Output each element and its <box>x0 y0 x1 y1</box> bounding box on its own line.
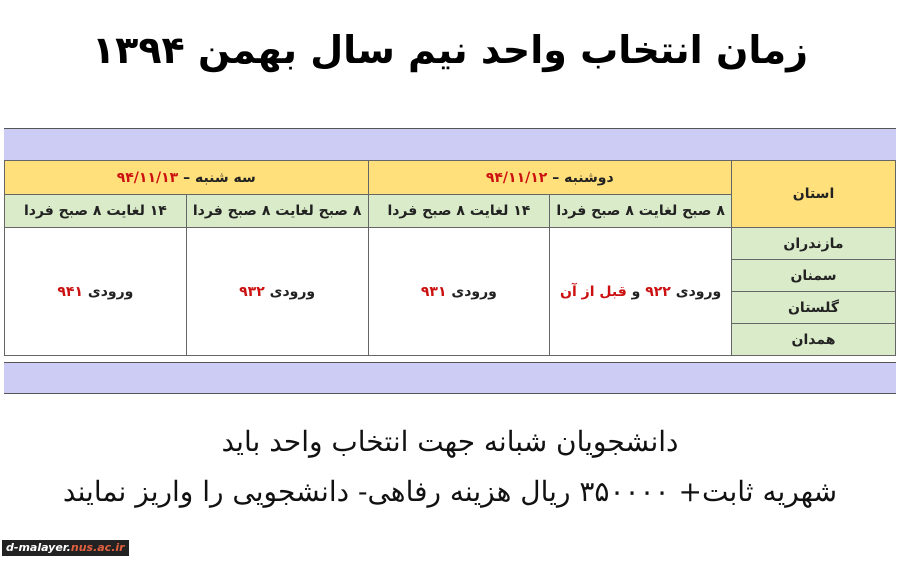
entry-connector: و <box>631 283 641 300</box>
note-line-1: دانشجویان شبانه جهت انتخاب واحد باید <box>221 425 679 458</box>
day-label: دوشنبه <box>564 169 614 186</box>
badge-site: nus.ac.ir <box>70 541 125 554</box>
schedule-table <box>4 160 896 356</box>
day-date: ۹۴/۱۱/۱۳ <box>116 169 179 186</box>
slot-header: ۸ صبح لغایت ۸ صبح فردا <box>550 195 732 228</box>
day-date: ۹۴/۱۱/۱۲ <box>485 169 548 186</box>
site-badge[interactable] <box>2 540 129 556</box>
entry-suffix: قبل از آن <box>560 283 627 300</box>
note-line-2: شهریه ثابت+ ۳۵۰۰۰۰ ریال هزینه رفاهی- دانشجویی را واریز نمایند <box>62 475 838 508</box>
entry-value: ۹۳۱ <box>420 283 447 300</box>
entry-value: ۹۳۲ <box>239 283 265 300</box>
day-label: سه شنبه <box>194 169 256 186</box>
day-header-tuesday: سه شنبه – ۹۴/۱۱/۱۳ <box>5 161 369 195</box>
bottom-band <box>4 362 896 394</box>
entry-cell <box>550 228 732 356</box>
slot-header: ۱۴ لغایت ۸ صبح فردا <box>5 195 187 228</box>
entry-cell <box>368 228 550 356</box>
province-cell: گلستان <box>732 292 896 324</box>
page-title: زمان انتخاب واحد نیم سال بهمن ۱۳۹۴ <box>91 28 809 72</box>
entry-cell <box>5 228 187 356</box>
province-header: استان <box>732 161 896 228</box>
province-cell: سمنان <box>732 260 896 292</box>
entry-value: ۹۴۱ <box>57 283 84 300</box>
badge-prefix: d-malayer. <box>6 541 71 554</box>
entry-prefix: ورودی <box>269 283 316 300</box>
entry-cell <box>186 228 368 356</box>
slot-header: ۱۴ لغایت ۸ صبح فردا <box>368 195 550 228</box>
day-header-monday: دوشنبه – ۹۴/۱۱/۱۲ <box>368 161 732 195</box>
entry-prefix: ورودی <box>675 283 722 300</box>
slot-header: ۸ صبح لغایت ۸ صبح فردا <box>186 195 368 228</box>
entry-prefix: ورودی <box>87 283 134 300</box>
entry-prefix: ورودی <box>451 283 497 300</box>
entry-value: ۹۲۲ <box>645 283 671 300</box>
province-cell: مازندران <box>732 228 896 260</box>
province-cell: همدان <box>732 324 896 356</box>
top-band <box>4 128 896 161</box>
